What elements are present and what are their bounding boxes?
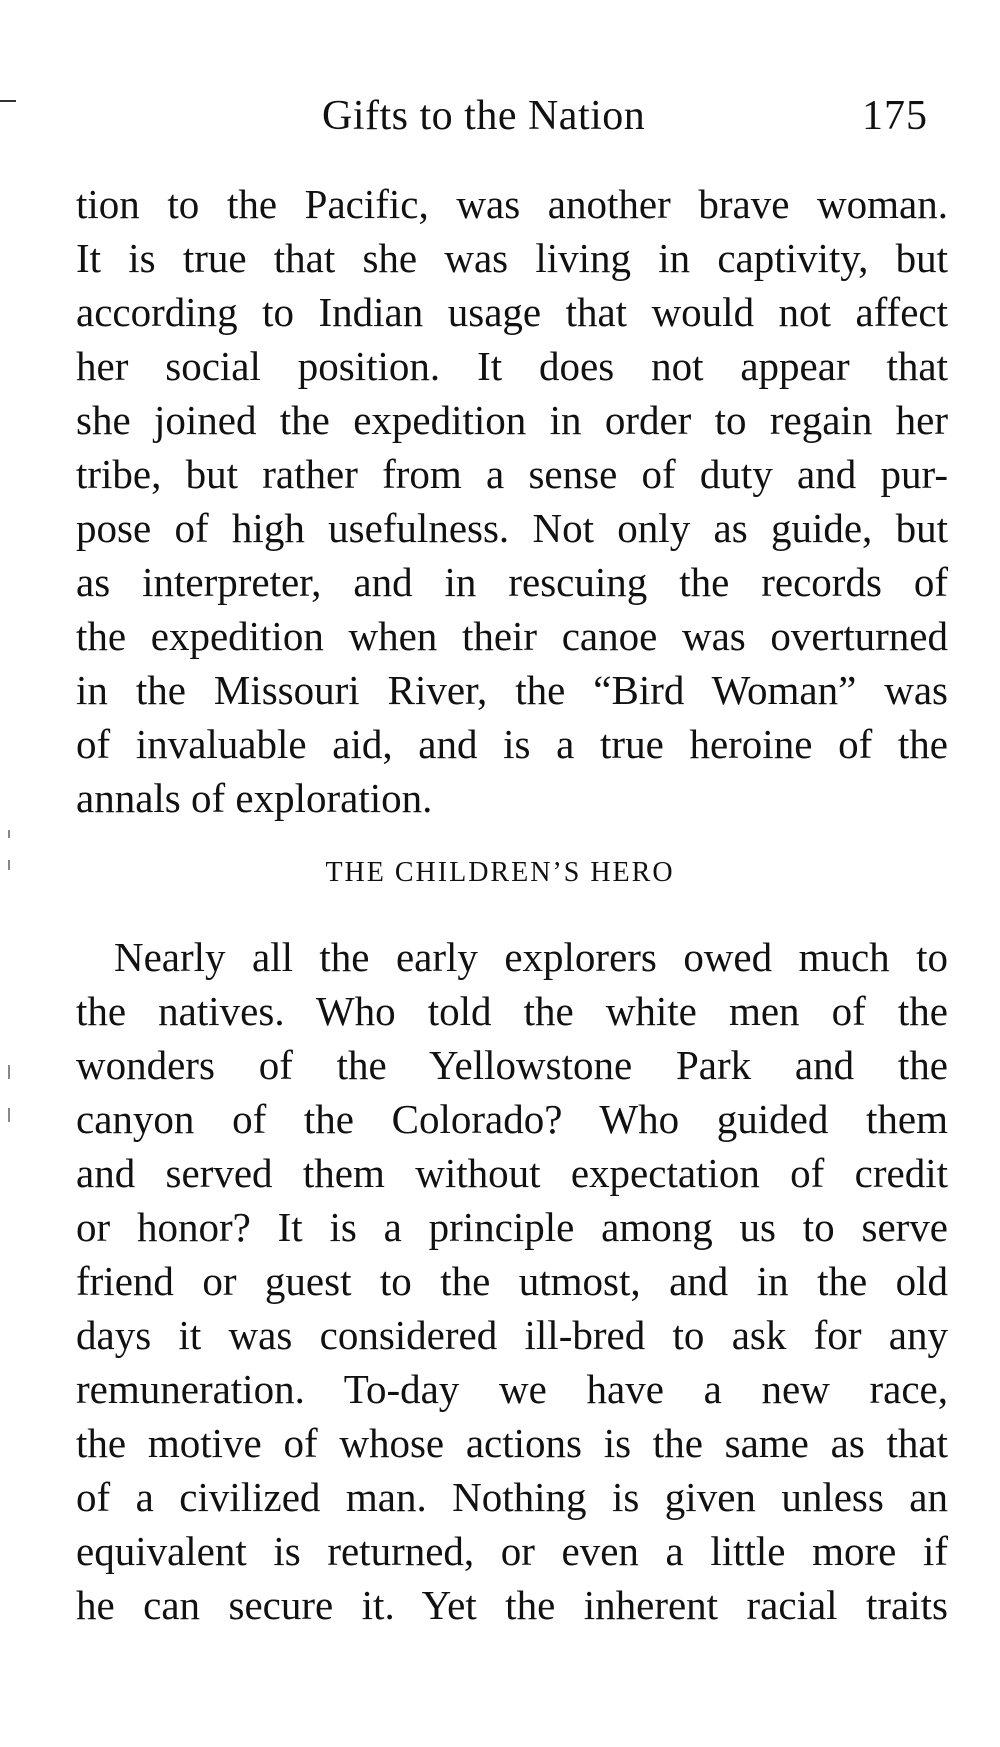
text-line: the natives. Who told the white men of the [76,988,948,1034]
paragraph [76,930,948,1632]
text-line: annals of exploration. [76,775,433,821]
text-line: the expedition when their canoe was overturned [76,613,948,659]
text-line: pose of high usefulness. Not only as guide, but [76,505,948,551]
text-line: he can secure it. Yet the inherent racial traits [76,1582,948,1628]
text-line: Nearly all the early explorers owed much to [114,934,948,980]
text-line: according to Indian usage that would not affect [76,289,948,335]
text-line: her social position. It does not appear that [76,343,948,389]
text-line: in the Missouri River, the “Bird Woman” was [76,667,948,713]
text-line: equivalent is returned, or even a little more if [76,1528,948,1574]
text-line: remuneration. To-day we have a new race, [76,1366,948,1412]
page-header [0,92,1000,152]
text-line: friend or guest to the utmost, and in the old [76,1258,948,1304]
text-line: of a civilized man. Nothing is given unless an [76,1474,948,1520]
text-line: tion to the Pacific, was another brave woman. [76,181,948,227]
scan-edge-dot [8,1065,10,1079]
running-head: Gifts to the Nation [322,93,646,139]
text-line: the motive of whose actions is the same as that [76,1420,948,1466]
text-line: of invaluable aid, and is a true heroine of the [76,721,948,767]
paragraph-continued [76,177,948,825]
text-line: canyon of the Colorado? Who guided them [76,1096,948,1142]
text-line: and served them without expectation of credit [76,1150,948,1196]
text-line: she joined the expedition in order to regain her [76,397,948,443]
scan-edge-dot [8,830,10,838]
text-line: wonders of the Yellowstone Park and the [76,1042,948,1088]
section-heading: THE CHILDREN’S HERO [325,857,675,888]
text-line: or honor? It is a principle among us to serve [76,1204,948,1250]
text-line: tribe, but rather from a sense of duty and pur- [76,451,948,497]
page-number: 175 [862,93,928,139]
scan-edge-dot [8,1108,10,1122]
text-line: It is true that she was living in captivity, but [76,235,948,281]
text-line: days it was considered ill-bred to ask for any [76,1312,948,1358]
text-line: as interpreter, and in rescuing the records of [76,559,948,605]
